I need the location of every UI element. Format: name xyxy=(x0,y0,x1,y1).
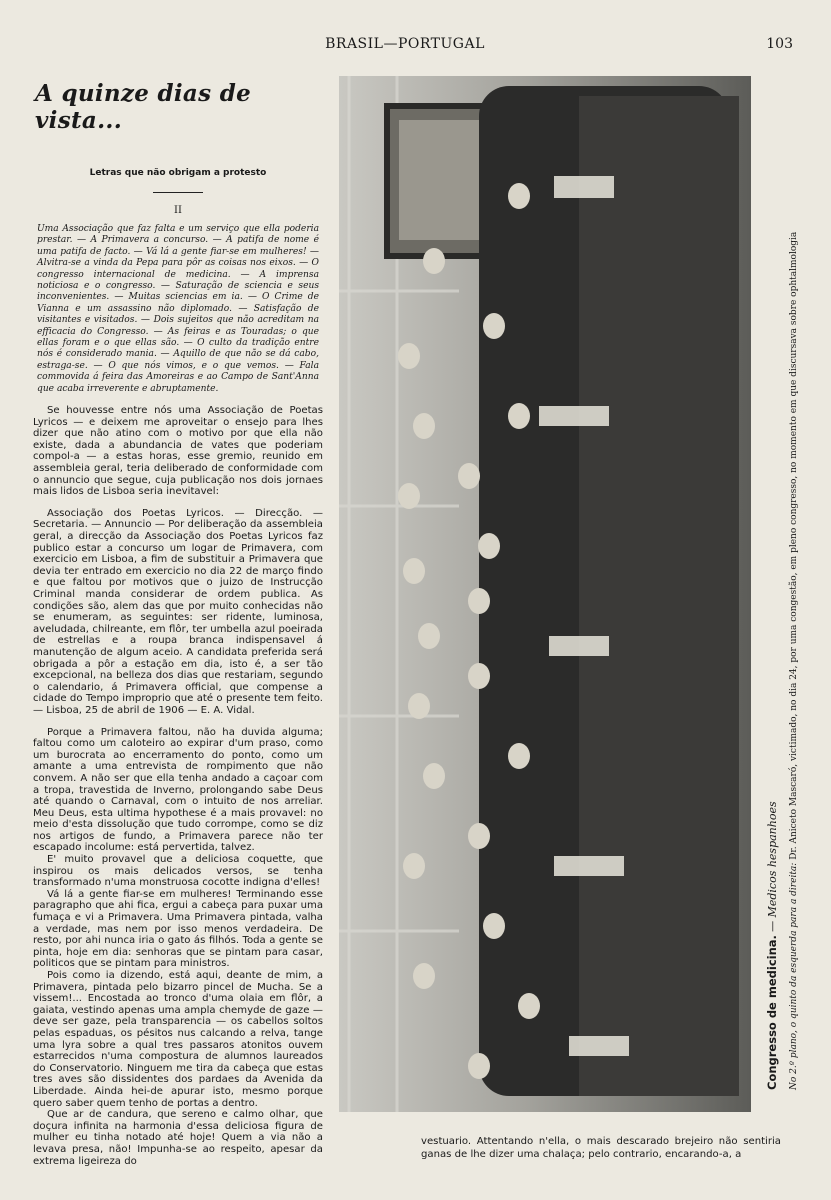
caption-text xyxy=(787,210,801,1090)
article-summary: Uma Associação que faz falta e um serviço que ella poderia prestar. — A Primavera a concurso. — A patifa de nome é uma patifa de facto. — Vá lá a gente fiar-se em mulheres! — Alvitra-se a vinda da Pepa para pôr as coisas nos eixos. — O congresso internacional de medicina. — A imprensa noticiosa e o congresso. — Saturação de sciencia e seus inconvenientes. — Muitas sciencias em ia. — O Crime de Vianna e um assassino não diplomado. — Satisfação de visitantes e visitados. — Dois sujeitos que não acreditam na efficacia do Congresso. — As feiras e as Touradas; o que ellas foram e o que ellas são. — O culto da tradição entre nós é considerado mania. — Aquillo de que não se dá cabo, estraga-se. — O que nós vimos, e o que vemos. — Fala commovida á feira das Amoreiras e ao Campo de Sant'Anna que acaba irreverente e abruptamente. xyxy=(37,224,319,394)
article-body xyxy=(33,405,323,1167)
paragraph: Se houvesse entre nós uma Associação de Poetas Lyricos — e deixem me aproveitar o ensejo para lhes dizer que não atino com o motivo por que ella não existe, dada a abundancia de vates que poderiam compol-a — a estas horas, esse gremio, reunido em assembleia geral, teria deliberado de conformidade com o annuncio que segue, cuja publicação nos dois jornaes mais lidos de Lisboa seria inevitavel: xyxy=(33,405,323,498)
photo-illustration xyxy=(339,76,751,1112)
paragraph: Porque a Primavera faltou, não ha duvida alguma; faltou como um caloteiro ao expirar d'um praso, como um burocrata ao encerramento do ponto, como um amante a uma entrevista de rompimento que não convem. A não ser que ella tenha andado a caçoar com a tropa, travestida de Inverno, prolongando sabe Deus até quando o Carnaval, com o intuito de nos arreliar. Meu Deus, esta ultima hypothese é a mais provavel: no meio d'esta dissolução que tudo corrompe, como se diz nos artigos de fundo, a Primavera parece não ter escapado incolume: está pervertida, talvez. xyxy=(33,726,323,854)
caption-title: Congresso de medicina. xyxy=(765,935,779,1090)
caption-lead: No 2.º plano, o quinto da esquerda para a direita: xyxy=(789,862,799,1090)
section-number: II xyxy=(174,205,182,216)
paragraph: Associação dos Poetas Lyricos. — Direcção. — Secretaria. — Annuncio — Por deliberação da assembleia geral, a direcção da Associação dos Poetas Lyricos faz publico estar a concurso um logar de Primavera, com exercicio em Lisboa, a fim de substituir a Primavera que devia ter entrado em exercicio no dia 22 de março findo e que faltou por motivos que o juizo de Instrucção Criminal manda considerar de ordem publica. As condições são, alem das que por muito conhecidas não se enumeram, as seguintes: ser ridente, luminosa, aveludada, chilreante, em flôr, ter umbella azul poeirada de estrellas e a roupa branca indispensavel á manutenção de algum aceio. A candidata preferida será obrigada a pôr a estação em dia, isto é, a ser tão excepcional, na belleza dos dias que restariam, segundo o calendario, á Primavera official, que compense a cidade do Tempo improprio que até o presente tem feito. — Lisboa, 25 de abril de 1906 — E. A. Vidal. xyxy=(33,507,323,716)
divider xyxy=(153,192,203,193)
caption-body: Dr. Aniceto Mascaró, victimado, no dia 24, por uma congestão, em pleno congresso, no momento em que discursava sobre ophtalmologia xyxy=(789,231,799,860)
article-column xyxy=(33,72,323,1167)
group-photograph xyxy=(339,76,751,1112)
paragraph: Que ar de candura, que sereno e calmo olhar, que doçura infinita na harmonia d'essa deliciosa figura de mulher eu tinha notado até hoje! Quem a via não a levava presa, não! Impunha-se ao respeito, apesar da extrema ligeireza do xyxy=(33,1109,323,1167)
caption-subtitle: — Medicos hespanhoes xyxy=(766,801,779,932)
paragraph: Vá lá a gente fiar-se em mulheres! Terminando esse paragrapho que ahi fica, ergui a cabeça para puxar uma fumaça e vi a Primavera. Uma Primavera pintada, valha a verdade, mas nem por isso menos verdadeira. De resto, por ahi nunca iria o gato ás filhós. Toda a gente se pinta, hoje em dia: senhoras que se pintam para casar, politicos que se pintam para ministros. xyxy=(33,888,323,970)
paragraph: E' muito provavel que a deliciosa coquette, que inspirou os mais delicados versos, se tenha transformado n'uma monstruosa cocotte indigna d'elles! xyxy=(33,854,323,889)
photo-caption xyxy=(765,210,825,1090)
article-title: A quinze dias de vista... xyxy=(35,80,252,134)
paragraph: Pois como ia dizendo, está aqui, deante de mim, a Primavera, pintada pelo bizarro pincel de Mucha. Se a vissem!... Encostada ao tronco d'uma olaia em flôr, a gaiata, vestindo apenas uma ampla chemyde de gaze — deve ser gaze, pela transparencia — os cabellos soltos pelas espaduas, os pésitos nus calcando a relva, tange uma lyra sobre a qual tres passaros atonitos ouvem estarrecidos n'uma compostura de alumnos laureados do Conservatorio. Ninguem me tira da cabeça que estas tres aves são dissidentes dos pardaes da Avenida da Liberdade. Ainda hei-de apurar isto, mesmo porque quero saber quem tenho de portas a dentro. xyxy=(33,970,323,1109)
article-subtitle: Letras que não obrigam a protesto xyxy=(89,168,267,178)
article-continuation: vestuario. Attentando n'ella, o mais descarado brejeiro não sentiria ganas de lhe dizer uma chalaça; pelo contrario, encarando-a, a xyxy=(421,1136,781,1160)
running-head: BRASIL—PORTUGAL xyxy=(325,36,485,52)
page-number: 103 xyxy=(766,36,793,52)
